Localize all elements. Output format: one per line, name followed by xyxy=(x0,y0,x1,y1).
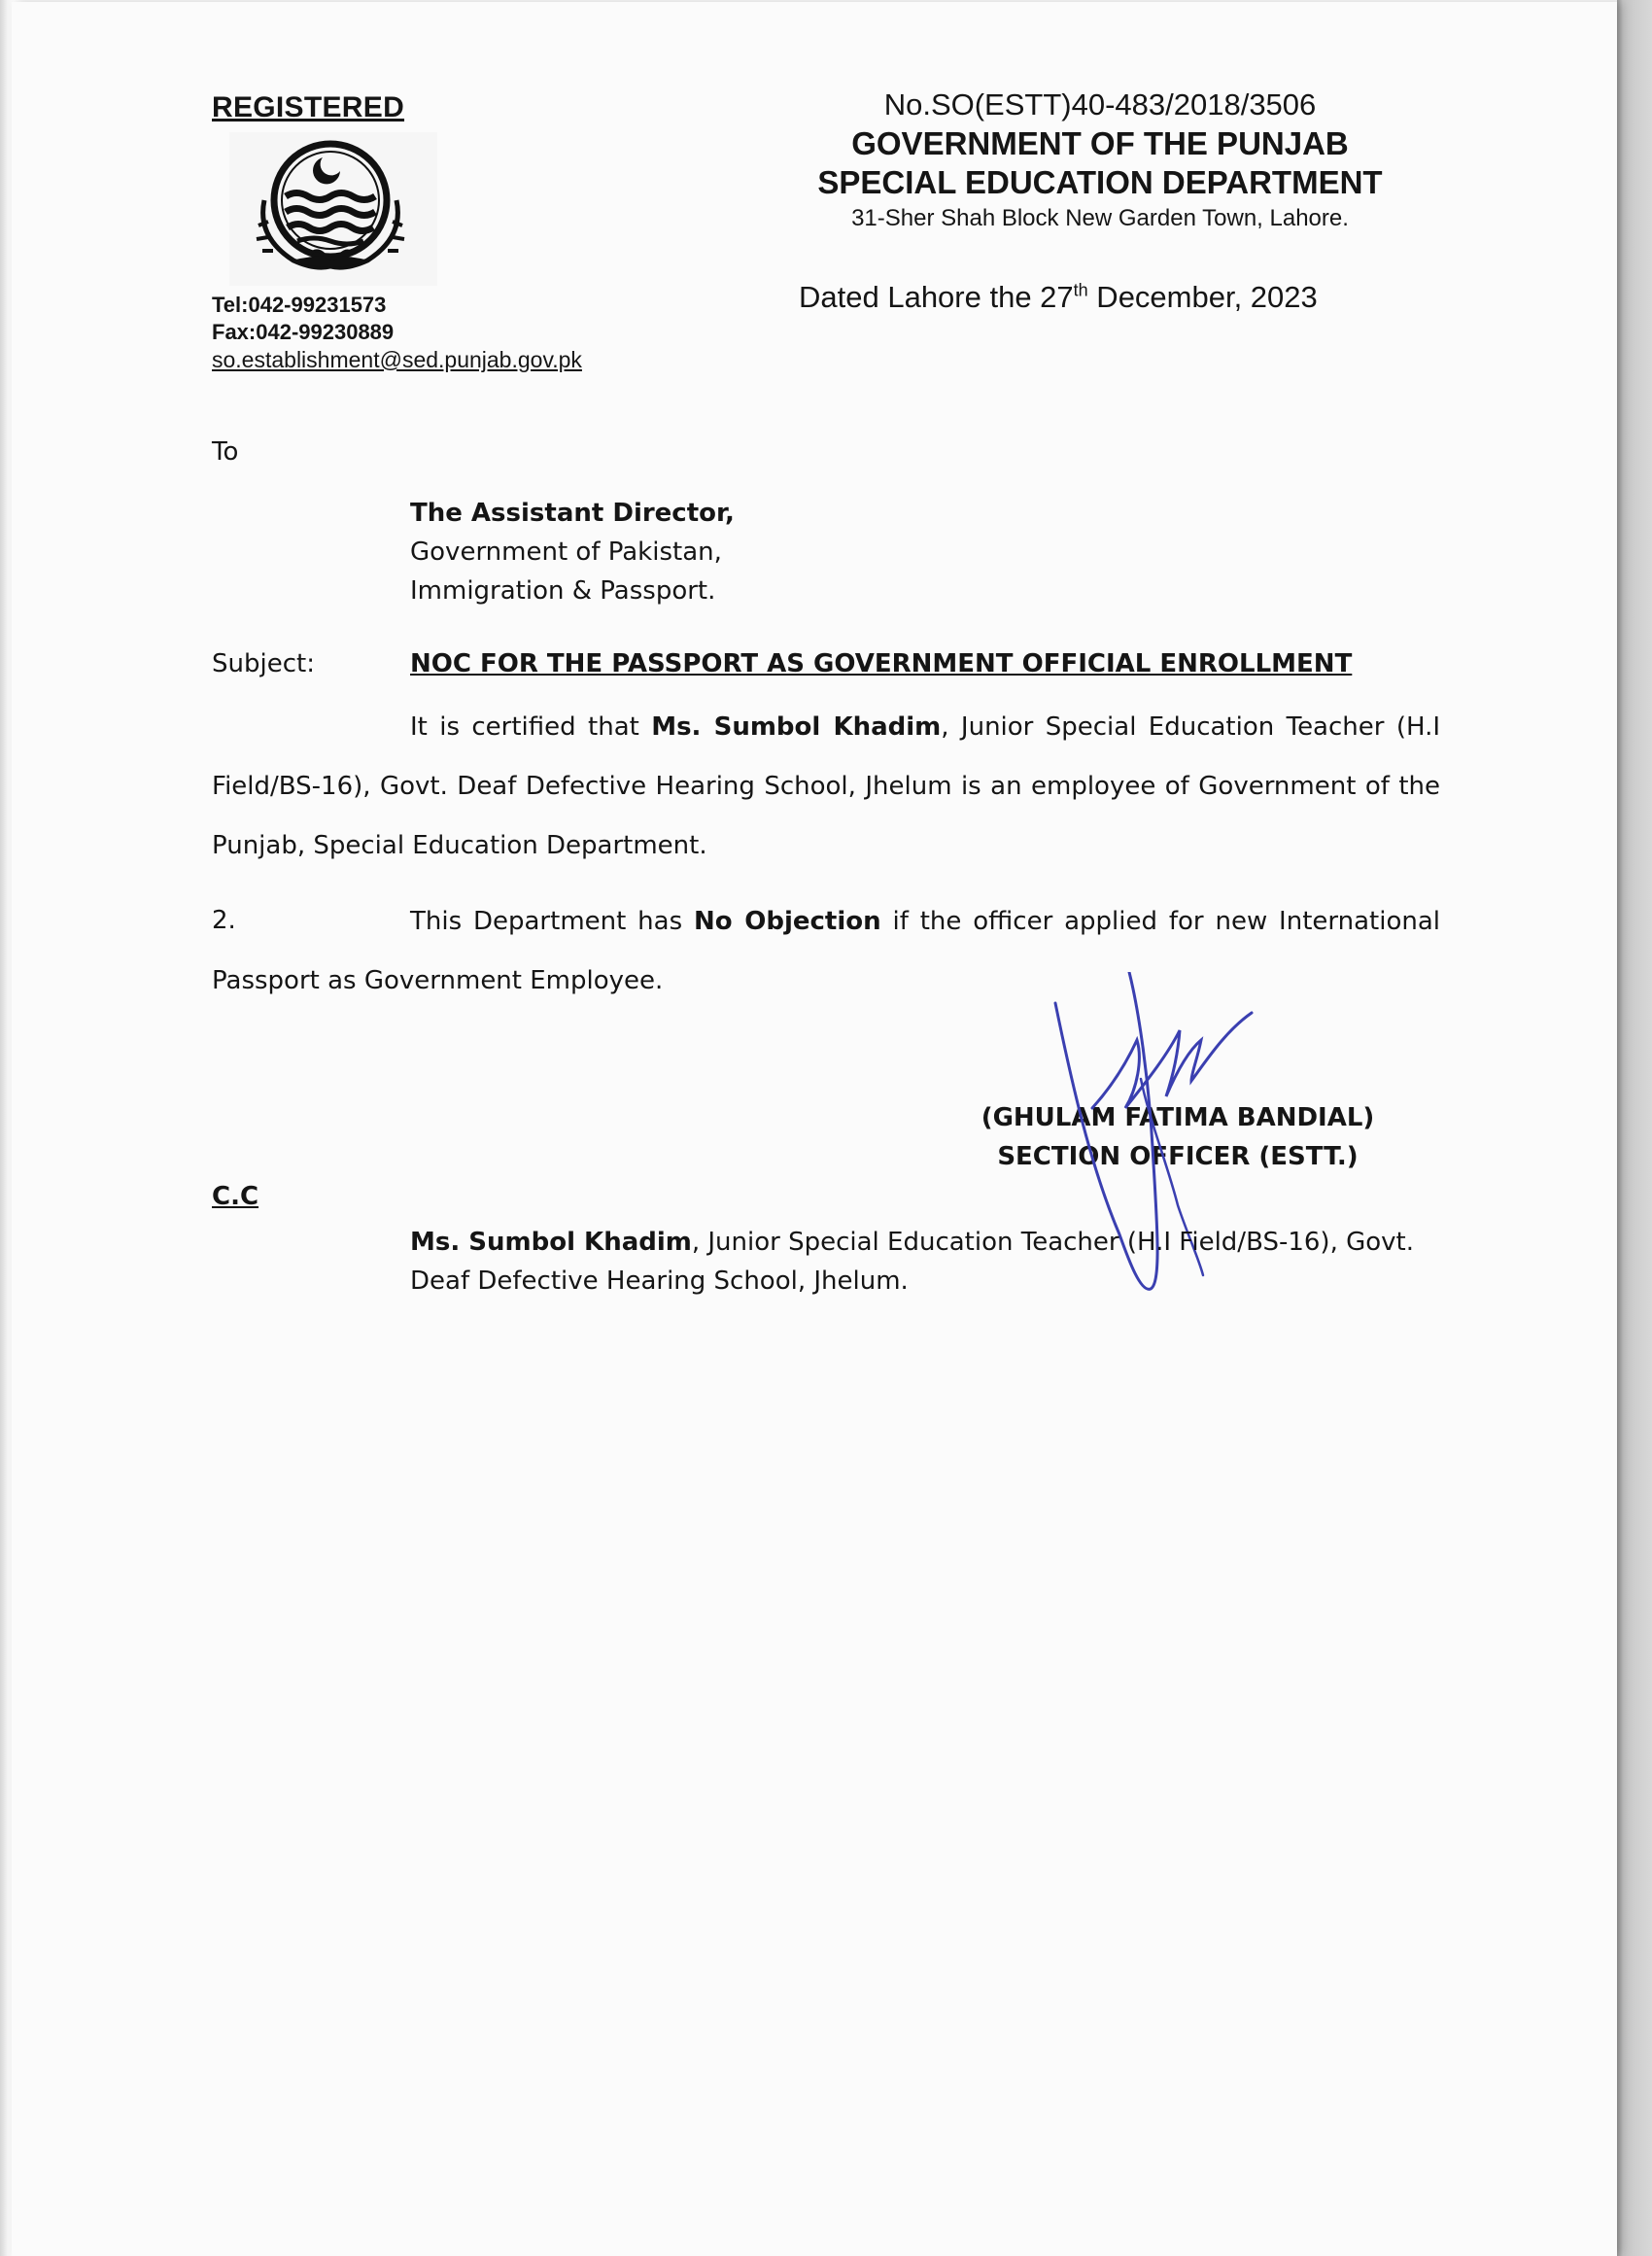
addressee-block xyxy=(410,494,735,610)
email-link[interactable]: so.establishment@sed.punjab.gov.pk xyxy=(212,347,582,372)
department-address: 31-Sher Shah Block New Garden Town, Lahore. xyxy=(851,205,1349,231)
cc-recipient xyxy=(410,1223,1440,1301)
contact-details xyxy=(212,292,582,373)
to-label: To xyxy=(212,437,239,467)
signatory-designation: SECTION OFFICER (ESTT.) xyxy=(997,1142,1359,1171)
fax: Fax:042-99230889 xyxy=(212,320,395,344)
addressee-line: Immigration & Passport. xyxy=(410,576,716,606)
letterhead-header xyxy=(721,86,1479,235)
signatory-name: (GHULAM FATIMA BANDIAL) xyxy=(981,1103,1375,1132)
government-name: GOVERNMENT OF THE PUNJAB xyxy=(851,125,1349,161)
registered-label: REGISTERED xyxy=(212,91,405,123)
addressee-line: Government of Pakistan, xyxy=(410,538,722,567)
no-objection-text: No Objection xyxy=(693,907,881,936)
reference-number: No.SO(ESTT)40-483/2018/3506 xyxy=(883,87,1317,121)
addressee-title: The Assistant Director, xyxy=(410,499,735,528)
subject-label: Subject: xyxy=(212,649,315,678)
telephone: Tel:042-99231573 xyxy=(212,293,387,317)
no-objection-paragraph: This Department has No Objection if the officer applied for new International Passport as Government Employee. xyxy=(212,907,1440,995)
letter-date: Dated Lahore the 27th December, 2023 xyxy=(799,280,1318,314)
employee-name: Ms. Sumbol Khadim xyxy=(651,712,942,742)
letter-page xyxy=(12,2,1617,2256)
punjab-government-emblem xyxy=(229,132,437,286)
department-name: SPECIAL EDUCATION DEPARTMENT xyxy=(817,164,1383,200)
cc-line: Deaf Defective Hearing School, Jhelum. xyxy=(410,1267,909,1296)
paragraph-number: 2. xyxy=(212,906,236,935)
certification-paragraph: It is certified that Ms. Sumbol Khadim, Junior Special Education Teacher (H.I Field/BS-16), Govt. Deaf Defective Hearing School, Jhelum is an employee of Government of the Punjab, Special Education Department. xyxy=(212,712,1440,860)
subject-line: NOC FOR THE PASSPORT AS GOVERNMENT OFFICIAL ENROLLMENT xyxy=(410,649,1353,678)
cc-line: Ms. Sumbol Khadim, Junior Special Education Teacher (H.I Field/BS-16), Govt. xyxy=(410,1228,1414,1257)
cc-name: Ms. Sumbol Khadim xyxy=(410,1228,692,1257)
paper-edge xyxy=(1617,0,1652,2256)
cc-label: C.C xyxy=(212,1182,259,1211)
